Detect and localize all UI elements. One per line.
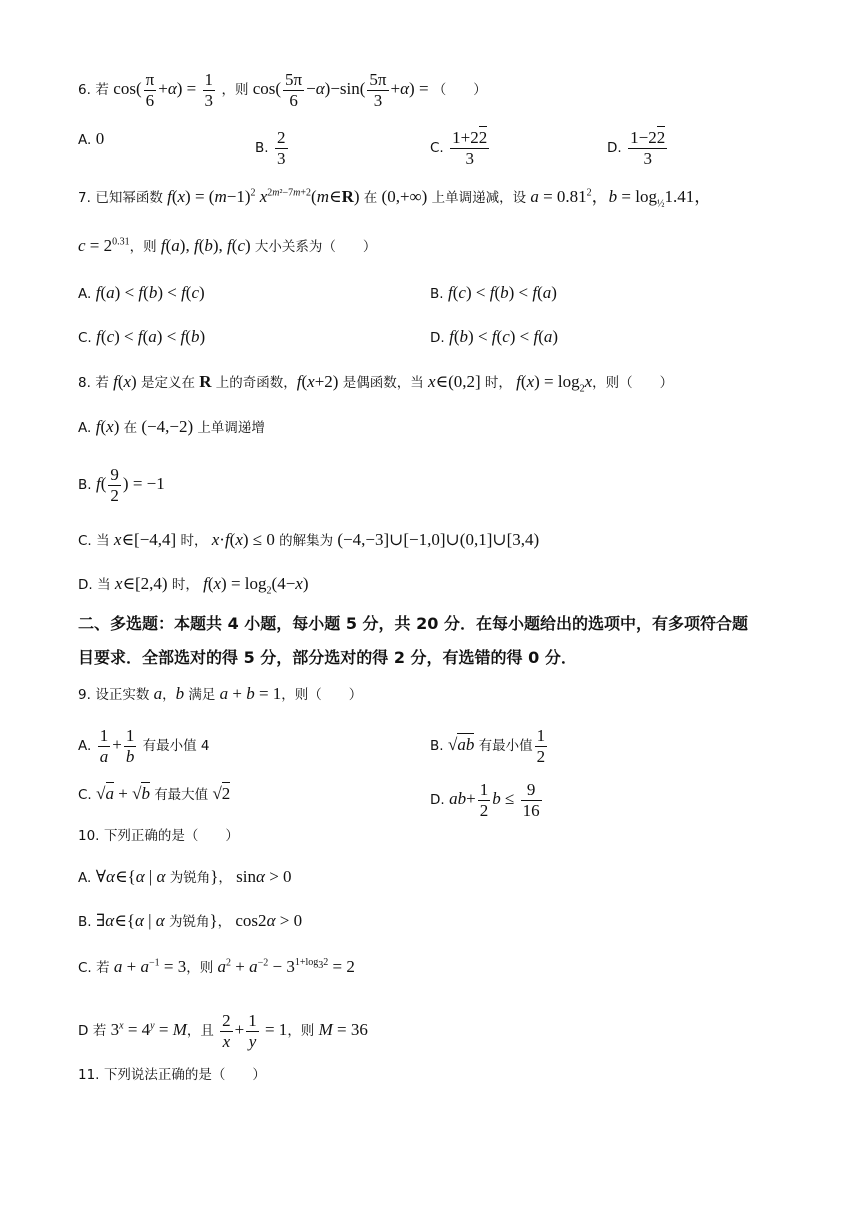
q6-option-c-text: $\frac{1+22}{3}$	[452, 128, 488, 168]
q10-option-a-text: ∀α∈{α | α 为锐角}， sinα > 0	[95, 867, 292, 886]
q11-stem: 下列说法正确的是（ ）	[103, 1067, 266, 1083]
q6-number: 6.	[78, 81, 91, 98]
q8-option-a-text: f(x) 在 (−4,−2) 上单调递增	[95, 417, 265, 436]
q9-option-b-text: √ab 有最小值 $\frac{1}{2}$	[448, 726, 546, 766]
q7-stem-line1: 已知幂函数 $f(x) = (m-1)^2$ $x^{2m^2-7m+2}(m\in R)$ 在 (0,+∞) 上单调递减，设 $a = 0.81^2$，$b = \log_{\frac{1}{2}}1.41$，	[95, 187, 712, 210]
q6-option-c[interactable]: C. $\frac{1+22}{3}$	[430, 128, 491, 168]
q7-option-a[interactable]: A. f(a) < f(b) < f(c)	[78, 283, 205, 302]
q7-option-a-text: f(a) < f(b) < f(c)	[95, 283, 205, 302]
q7-stem-line2: $c = 2^{0.31}$，则 f(a), f(b), f(c) 大小关系为（ ）	[78, 236, 377, 255]
q7-option-d-text: f(b) < f(c) < f(a)	[449, 327, 559, 346]
q8-option-a[interactable]: A. f(x) 在 (−4,−2) 上单调递增	[78, 417, 265, 436]
q6-option-b[interactable]: B. $\frac{2}{3}$	[255, 128, 290, 168]
q8-option-c-text: 当 x∈[−4,4] 时， x·f(x) ≤ 0 的解集为 (−4,−3]∪[−1,0]∪(0,1]∪[3,4)	[96, 530, 540, 549]
question-8: 8. 若 f(x) 是定义在 R 上的奇函数，f(x+2) 是偶函数，当 x∈(0,2] 时， $f(x) = \log_2x$，则（ ）	[78, 372, 674, 395]
question-9: 9. 设正实数 a，b 满足 a + b = 1，则（ ）	[78, 684, 363, 703]
q7-option-c-text: f(c) < f(a) < f(b)	[96, 327, 206, 346]
q9-stem: 设正实数 a，b 满足 a + b = 1，则（ ）	[95, 684, 363, 703]
q8-option-c[interactable]: C. 当 x∈[−4,4] 时， x·f(x) ≤ 0 的解集为 (−4,−3]∪[−1,0]∪(0,1]∪[3,4)	[78, 530, 540, 549]
q10-option-a[interactable]: A. ∀α∈{α | α 为锐角}， sinα > 0	[78, 867, 292, 886]
q9-option-d-text: ab+ $\frac{1}{2}$ b ≤ $\frac{9}{16}$	[449, 780, 540, 820]
q8-stem: 若 f(x) 是定义在 R 上的奇函数，f(x+2) 是偶函数，当 x∈(0,2] 时， $f(x) = \log_2x$，则（ ）	[95, 372, 674, 395]
q10-option-d[interactable]: D 若 $3^x = 4^y = M$，且 $\frac{2}{x}$ + $\frac{1}{y}$ = 1，则 M = 36	[78, 1011, 368, 1051]
q6-intro: 若	[95, 81, 109, 98]
q6-option-d[interactable]: D. $\frac{1-22}{3}$	[607, 128, 669, 168]
q8-option-d-text: 当 x∈[2,4) 时， $f(x) = \log_2(4-x)$	[97, 574, 309, 597]
q10-stem: 下列正确的是（ ）	[103, 828, 239, 844]
q8-option-b-text: f( $\frac{9}{2}$ ) = −1	[96, 465, 165, 505]
q7-option-b[interactable]: B. f(c) < f(b) < f(a)	[430, 283, 557, 302]
q9-option-b[interactable]: B. √ab 有最小值 $\frac{1}{2}$	[430, 726, 549, 766]
q10-option-d-text: 若 $3^x = 4^y = M$，且 $\frac{2}{x}$ + $\frac{1}{y}$ = 1，则 M = 36	[92, 1011, 368, 1051]
q9-option-d[interactable]: D. ab+ $\frac{1}{2}$ b ≤ $\frac{9}{16}$	[430, 780, 544, 820]
question-7: 7. 已知幂函数 $f(x) = (m-1)^2$ $x^{2m^2-7m+2}(m\in R)$ 在 (0,+∞) 上单调递减，设 $a = 0.81^2$，$b = \log_{\frac{1}{2}}1.41$，	[78, 187, 712, 210]
q10-option-b-text: ∃α∈{α | α 为锐角}， cos2α > 0	[96, 911, 303, 930]
section-2-heading-line2: 目要求．全部选对的得 5 分，部分选对的得 2 分，有选错的得 0 分．	[78, 648, 577, 667]
q6-option-d-text: $\frac{1-22}{3}$	[630, 128, 666, 168]
q8-option-d[interactable]: D. 当 x∈[2,4) 时， $f(x) = \log_2(4-x)$	[78, 574, 309, 597]
q9-option-c-text: √a + √b 有最大值 √2	[96, 784, 231, 803]
q6-option-a-text: 0	[95, 129, 105, 148]
question-10: 10. 下列正确的是（ ）	[78, 828, 239, 844]
question-6	[78, 70, 487, 110]
q9-option-a[interactable]: A. $\frac{1}{a}$ + $\frac{1}{b}$ 有最小值 4	[78, 726, 210, 766]
q10-option-b[interactable]: B. ∃α∈{α | α 为锐角}， cos2α > 0	[78, 911, 303, 930]
q7-option-b-text: f(c) < f(b) < f(a)	[448, 283, 557, 302]
q9-option-c[interactable]: C. √a + √b 有最大值 √2	[78, 784, 231, 803]
question-11: 11. 下列说法正确的是（ ）	[78, 1067, 266, 1083]
q7-option-c[interactable]: C. f(c) < f(a) < f(b)	[78, 327, 206, 346]
q8-option-b[interactable]: B. f( $\frac{9}{2}$ ) = −1	[78, 465, 165, 505]
q10-option-c[interactable]: C. 若 $a + a^{-1} = 3$，则 $a^2 + a^{-2} - 3^{1+log_32} = 2$	[78, 957, 355, 976]
q6-option-b-text: $\frac{2}{3}$	[277, 128, 286, 168]
q6-given-formula: cos( $\frac{\pi}{6}$ +α) = $\frac{1}{3}$	[113, 70, 213, 110]
q7-option-d[interactable]: D. f(b) < f(c) < f(a)	[430, 327, 559, 346]
q6-ask-formula: ，则 cos( $\frac{5\pi}{6}$ −α)−sin( $\frac{5\pi}{3}$ +α) = （ ）	[221, 70, 487, 110]
q6-option-a[interactable]: A. 0	[78, 129, 105, 148]
q10-option-c-text: 若 $a + a^{-1} = 3$，则 $a^2 + a^{-2} - 3^{1+log_32} = 2$	[96, 957, 355, 976]
q9-option-a-text: $\frac{1}{a}$ + $\frac{1}{b}$ 有最小值 4	[99, 726, 210, 766]
section-2-heading-line1: 二、多选题：本题共 4 小题，每小题 5 分，共 20 分．在每小题给出的选项中，有多项符合题	[78, 614, 748, 633]
